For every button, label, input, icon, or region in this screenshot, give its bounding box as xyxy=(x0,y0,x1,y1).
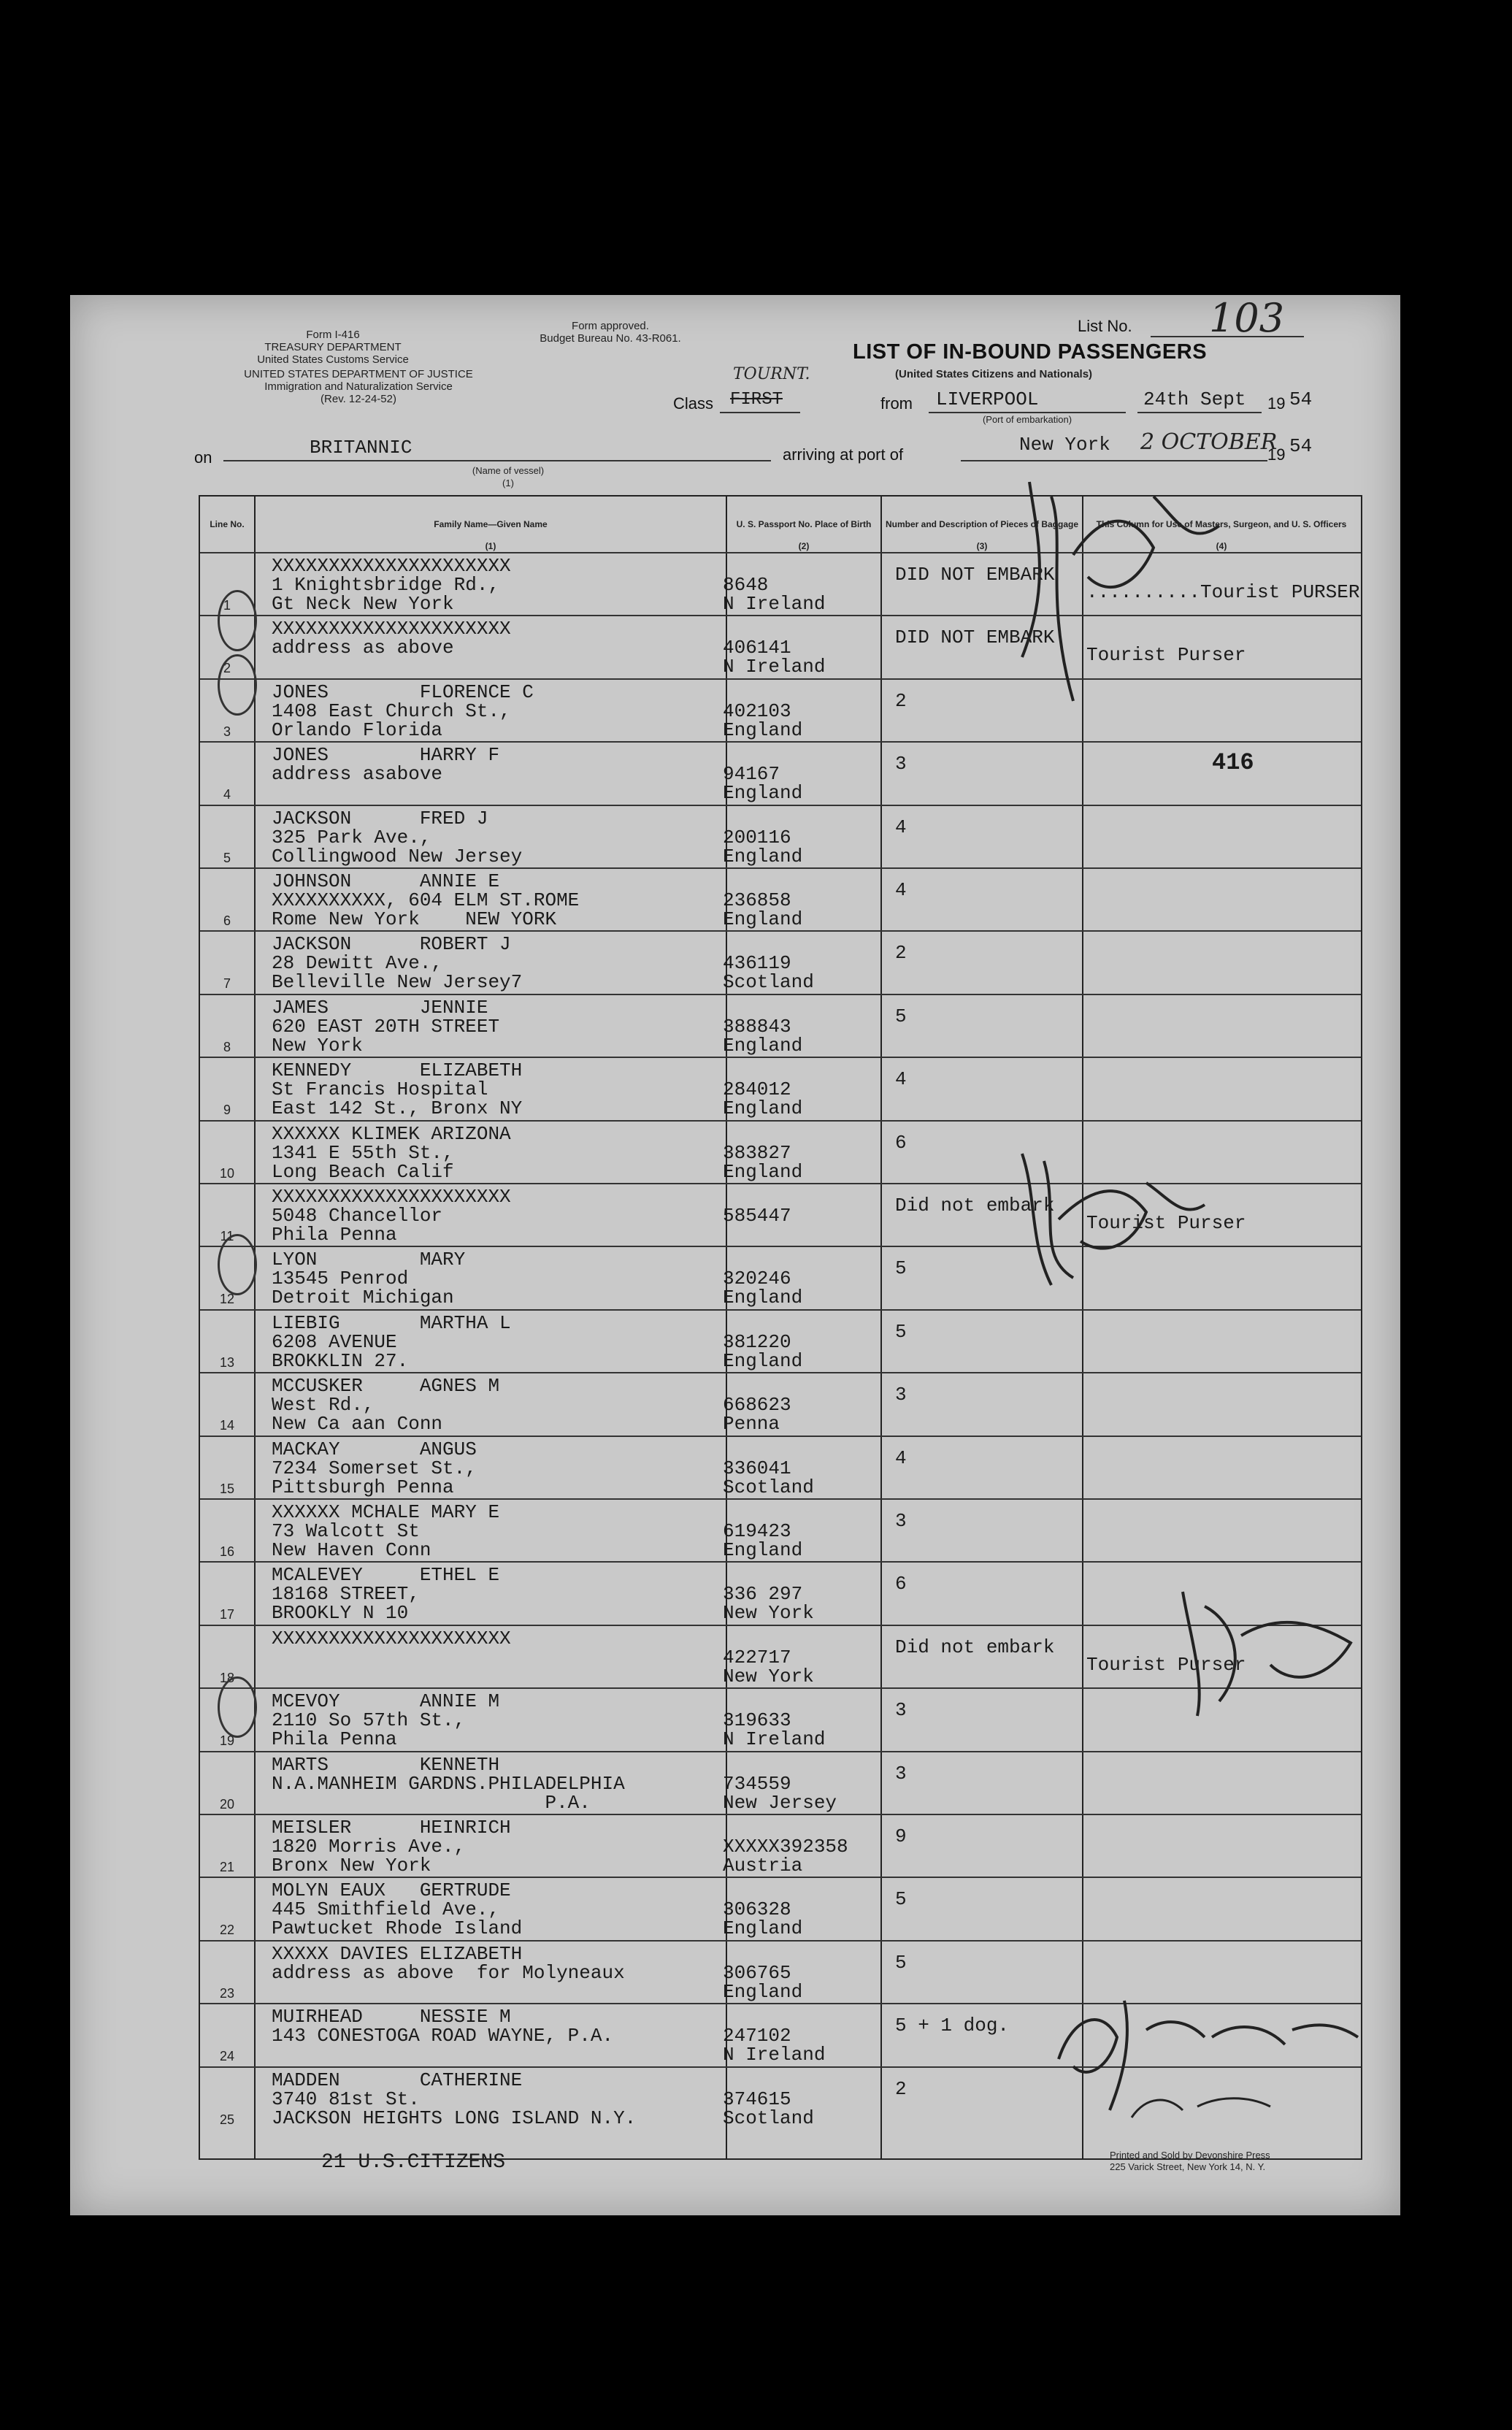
passport-number: 336 297 xyxy=(723,1583,803,1606)
place-of-birth: England xyxy=(723,1539,803,1561)
line-number: 12 xyxy=(219,1292,235,1307)
baggage-count: 5 xyxy=(895,1951,907,1974)
place-of-birth: England xyxy=(723,1034,803,1057)
place-of-birth: Scotland xyxy=(723,1476,814,1498)
address-line-1: 445 Smithfield Ave., xyxy=(272,1898,500,1921)
header-num-2: (2) xyxy=(798,541,810,551)
baggage-count: 4 xyxy=(895,879,907,901)
arrival-date: 2 OCTOBER xyxy=(1140,429,1278,455)
passenger-name: MEISLER HEINRICH xyxy=(272,1817,511,1839)
page-subtitle: (United States Citizens and Nationals) xyxy=(895,368,1093,380)
baggage-count: DID NOT EMBARK xyxy=(895,564,1055,586)
passenger-name: JONES FLORENCE C xyxy=(272,681,534,703)
passport-number: 306765 xyxy=(723,1961,791,1984)
line-number: 9 xyxy=(223,1103,231,1118)
table-row xyxy=(200,930,1361,994)
place-of-birth: New York xyxy=(723,1602,814,1625)
passenger-name: MUIRHEAD NESSIE M xyxy=(272,2006,511,2028)
baggage-count: Did not embark xyxy=(895,1195,1055,1216)
handwritten-circle xyxy=(218,1234,257,1295)
line-number: 16 xyxy=(219,1544,235,1559)
baggage-count: 4 xyxy=(895,816,907,838)
passenger-name: LIEBIG MARTHA L xyxy=(272,1311,511,1334)
passport-number: 336041 xyxy=(723,1457,791,1479)
passport-number: 284012 xyxy=(723,1078,791,1101)
passport-number: 320246 xyxy=(723,1268,791,1290)
class-label: Class xyxy=(673,394,714,413)
printer-line-2: 225 Varick Street, New York 14, N. Y. xyxy=(1110,2161,1266,2172)
address-line-2: Phila Penna xyxy=(272,1224,397,1246)
table-row xyxy=(200,1057,1361,1121)
passenger-name: XXXXXXXXXXXXXXXXXXXXX xyxy=(272,618,511,640)
arrival-year: 54 xyxy=(1289,435,1313,457)
handwritten-circle xyxy=(218,654,257,716)
vessel-caption xyxy=(450,464,567,489)
address-line-1: West Rd., xyxy=(272,1394,375,1417)
line-number: 5 xyxy=(223,850,231,865)
address-line-2: JACKSON HEIGHTS LONG ISLAND N.Y. xyxy=(272,2107,637,2129)
baggage-count: 9 xyxy=(895,1825,907,1847)
class-underline xyxy=(720,412,800,413)
header-officers: This Column for Use of Masters, Surgeon, and U. S. Officers xyxy=(1096,519,1347,529)
passport-number: 200116 xyxy=(723,826,791,848)
budget-bureau: Budget Bureau No. 43-R061. xyxy=(540,332,681,345)
address-line-2: Phila Penna xyxy=(272,1728,397,1751)
address-line-1: address as above xyxy=(272,637,454,659)
arriving-label: arriving at port of xyxy=(783,445,904,464)
passenger-name: MACKAY ANGUS xyxy=(272,1438,477,1460)
baggage-count: 5 xyxy=(895,1005,907,1027)
from-label: from xyxy=(880,394,913,413)
handwritten-circle xyxy=(218,1676,257,1738)
address-line-2: New Haven Conn xyxy=(272,1539,431,1561)
year-prefix: 19 xyxy=(1267,394,1286,413)
printer-line-1: Printed and Sold by Devonshire Press xyxy=(1110,2150,1270,2161)
passport-number: 306328 xyxy=(723,1898,791,1921)
place-of-birth: N Ireland xyxy=(723,593,826,615)
place-of-birth: Scotland xyxy=(723,971,814,994)
side-note: 416 xyxy=(1212,749,1254,776)
doj-label: UNITED STATES DEPARTMENT OF JUSTICE xyxy=(244,368,473,380)
baggage-count: 3 xyxy=(895,1762,907,1785)
address-line-2: Pittsburgh Penna xyxy=(272,1476,454,1498)
passport-number: 585447 xyxy=(723,1205,791,1227)
passenger-name: MARTS KENNETH xyxy=(272,1753,500,1776)
line-number: 18 xyxy=(219,1670,235,1685)
address-line-1: XXXXXXXXXX, 604 ELM ST.ROME xyxy=(272,889,580,911)
table-row xyxy=(200,1372,1361,1436)
passport-number: 319633 xyxy=(723,1709,791,1732)
line-number: 24 xyxy=(219,2049,235,2064)
address-line-1: address asabove xyxy=(272,763,443,786)
passenger-name: MCEVOY ANNIE M xyxy=(272,1690,500,1713)
passenger-name: XXXXXX KLIMEK ARIZONA xyxy=(272,1122,511,1145)
passenger-name: JAMES JENNIE xyxy=(272,996,488,1019)
line-number: 22 xyxy=(219,1923,235,1938)
baggage-count: 6 xyxy=(895,1131,907,1154)
passport-number: 402103 xyxy=(723,700,791,722)
form-approved: Form approved. xyxy=(572,320,649,332)
line-number: 6 xyxy=(223,913,231,928)
baggage-count: 6 xyxy=(895,1573,907,1595)
vessel-name: BRITANNIC xyxy=(310,437,412,459)
baggage-count: 5 xyxy=(895,1888,907,1911)
passport-number: 381220 xyxy=(723,1330,791,1353)
passenger-name: JACKSON FRED J xyxy=(272,807,488,829)
customs-service: United States Customs Service xyxy=(257,353,409,366)
passport-number: 668623 xyxy=(723,1394,791,1417)
header-passport: U. S. Passport No. Place of Birth xyxy=(736,519,872,529)
place-of-birth: Penna xyxy=(723,1413,780,1436)
date-underline xyxy=(1137,412,1262,413)
line-number: 17 xyxy=(219,1607,235,1622)
place-of-birth: England xyxy=(723,845,803,867)
line-number: 4 xyxy=(223,787,231,802)
address-line-2: BROKKLIN 27. xyxy=(272,1349,409,1372)
baggage-count: 4 xyxy=(895,1446,907,1469)
address-line-1: 28 Dewitt Ave., xyxy=(272,952,443,975)
baggage-count: 2 xyxy=(895,942,907,965)
address-line-1: St Francis Hospital xyxy=(272,1078,488,1101)
baggage-count: 3 xyxy=(895,753,907,775)
address-line-1: N.A.MANHEIM GARDNS.PHILADELPHIA xyxy=(272,1772,625,1795)
passport-number: 734559 xyxy=(723,1772,791,1795)
passenger-name: JOHNSON ANNIE E xyxy=(272,870,500,892)
place-of-birth: New York xyxy=(723,1665,814,1687)
address-line-2: Bronx New York xyxy=(272,1855,431,1877)
arrival-underline xyxy=(961,460,1267,461)
officer-note: Tourist Purser xyxy=(1086,1653,1246,1676)
place-of-birth: Scotland xyxy=(723,2107,814,2129)
officer-signature xyxy=(1008,467,1241,716)
officer-signature-3 xyxy=(1154,1577,1373,1730)
address-line-2: Detroit Michigan xyxy=(272,1287,454,1309)
passenger-name: XXXXXXXXXXXXXXXXXXXXX xyxy=(272,555,511,577)
line-number: 10 xyxy=(219,1165,235,1181)
place-of-birth: England xyxy=(723,718,803,741)
passenger-name: MCALEVEY ETHEL E xyxy=(272,1564,500,1587)
passenger-name: XXXXXX MCHALE MARY E xyxy=(272,1501,500,1523)
vessel-caption-num: (1) xyxy=(502,478,514,488)
table-row xyxy=(200,1814,1361,1878)
binder-hole xyxy=(20,342,70,415)
passenger-table xyxy=(199,495,1362,2160)
ins-label: Immigration and Naturalization Service xyxy=(264,380,453,393)
passport-number: 247102 xyxy=(723,2025,791,2047)
place-of-birth: N Ireland xyxy=(723,1728,826,1751)
place-of-birth: England xyxy=(723,1917,803,1940)
header-line-no: Line No. xyxy=(210,519,245,529)
approval-header xyxy=(523,320,698,345)
address-line-1: 1408 East Church St., xyxy=(272,700,511,722)
address-line-1: 2110 So 57th St., xyxy=(272,1709,466,1732)
table-row xyxy=(200,741,1361,805)
baggage-count: Did not embark xyxy=(895,1636,1055,1658)
passport-number: 436119 xyxy=(723,952,791,975)
address-line-1: 13545 Penrod xyxy=(272,1268,409,1290)
baggage-count: 2 xyxy=(895,689,907,712)
passport-number: 422717 xyxy=(723,1646,791,1668)
binder-hole xyxy=(20,1884,70,1957)
table-row xyxy=(200,1309,1361,1373)
passport-number: 383827 xyxy=(723,1141,791,1164)
handwritten-circle xyxy=(218,590,257,651)
passenger-name: MADDEN CATHERINE xyxy=(272,2069,523,2091)
line-number: 13 xyxy=(219,1354,235,1370)
class-printed: FIRST xyxy=(730,390,783,410)
passport-number: 94167 xyxy=(723,763,780,786)
on-label: on xyxy=(194,448,212,467)
binder-hole xyxy=(20,437,70,510)
address-line-2: Long Beach Calif xyxy=(272,1160,454,1183)
place-of-birth: England xyxy=(723,1287,803,1309)
place-of-birth: England xyxy=(723,1349,803,1372)
address-line-1: 325 Park Ave., xyxy=(272,826,431,848)
address-line-1: 18168 STREET, xyxy=(272,1583,420,1606)
address-line-2: Belleville New Jersey7 xyxy=(272,971,523,994)
address-line-2: BROOKLY N 10 xyxy=(272,1602,409,1625)
address-line-2: P.A. xyxy=(272,1791,591,1814)
address-line-1: 73 Walcott St xyxy=(272,1520,420,1542)
passenger-name: JACKSON ROBERT J xyxy=(272,933,511,956)
citizen-count: 21 U.S.CITIZENS xyxy=(321,2151,506,2174)
passport-number: XXXXX392358 xyxy=(723,1836,848,1858)
table-row xyxy=(200,994,1361,1058)
revision-label: (Rev. 12-24-52) xyxy=(321,393,396,405)
baggage-count: DID NOT EMBARK xyxy=(895,626,1055,649)
line-number: 1 xyxy=(223,598,231,613)
line-number: 8 xyxy=(223,1039,231,1054)
line-number: 7 xyxy=(223,976,231,992)
table-row xyxy=(200,1877,1361,1941)
place-of-birth: England xyxy=(723,782,803,805)
vessel-caption-text: (Name of vessel) xyxy=(472,465,545,476)
handwritten-initials xyxy=(1044,1971,1365,2132)
address-line-2: East 142 St., Bronx NY xyxy=(272,1097,523,1120)
address-line-2: New Ca aan Conn xyxy=(272,1413,443,1436)
place-of-birth: N Ireland xyxy=(723,656,826,678)
line-number: 23 xyxy=(219,1985,235,2001)
address-line-2: New York xyxy=(272,1034,363,1057)
line-number: 3 xyxy=(223,724,231,739)
header-num-3: (3) xyxy=(976,541,988,551)
place-of-birth: England xyxy=(723,1980,803,2003)
binder-hole xyxy=(20,1983,70,2056)
address-line-1: 5048 Chancellor xyxy=(272,1205,443,1227)
officer-note: ..........Tourist PURSER xyxy=(1086,581,1360,603)
address-line-1: 620 EAST 20TH STREET xyxy=(272,1015,500,1038)
passenger-name: MCCUSKER AGNES M xyxy=(272,1375,500,1398)
line-number: 11 xyxy=(220,1229,234,1243)
line-number: 2 xyxy=(223,661,231,676)
line-number: 19 xyxy=(219,1733,235,1749)
address-line-1: address as above for Molyneaux xyxy=(272,1961,625,1984)
place-of-birth: N Ireland xyxy=(723,2044,826,2066)
line-number: 15 xyxy=(219,1481,235,1496)
place-of-birth: New Jersey xyxy=(723,1791,837,1814)
address-line-1: 1341 E 55th St., xyxy=(272,1141,454,1164)
vessel-underline xyxy=(223,460,771,461)
officer-note: Tourist Purser xyxy=(1086,1212,1246,1234)
address-line-2: Orlando Florida xyxy=(272,718,443,741)
header-num-4: (4) xyxy=(1216,541,1227,551)
address-line-1: 7234 Somerset St., xyxy=(272,1457,477,1479)
line-number: 14 xyxy=(219,1418,235,1433)
passport-number: 8648 xyxy=(723,574,769,596)
header-name: Family Name—Given Name xyxy=(434,519,548,529)
class-handwritten: TOURNT. xyxy=(733,365,810,383)
passport-number: 406141 xyxy=(723,637,791,659)
line-number: 21 xyxy=(219,1860,235,1874)
list-number: 103 xyxy=(1209,295,1285,341)
place-of-birth: England xyxy=(723,1097,803,1120)
address-line-1: 143 CONESTOGA ROAD WAYNE, P.A. xyxy=(272,2025,614,2047)
address-line-1: 3740 81st St. xyxy=(272,2088,420,2110)
address-line-1: 1820 Morris Ave., xyxy=(272,1836,466,1858)
address-line-2: Collingwood New Jersey xyxy=(272,845,523,867)
baggage-count: 3 xyxy=(895,1510,907,1532)
header-baggage: Number and Description of Pieces of Baggage xyxy=(885,519,1079,529)
baggage-count: 5 xyxy=(895,1320,907,1343)
address-line-1: 1 Knightsbridge Rd., xyxy=(272,574,500,596)
officer-signature-2 xyxy=(1008,1139,1212,1292)
passport-number: 374615 xyxy=(723,2088,791,2110)
place-of-birth: Austria xyxy=(723,1855,803,1877)
officer-note: Tourist Purser xyxy=(1086,644,1246,667)
binder-hole xyxy=(20,1482,70,1555)
passport-number: 236858 xyxy=(723,889,791,911)
address-line-2: Rome New York NEW YORK xyxy=(272,908,557,930)
arrival-year-prefix: 19 xyxy=(1267,445,1286,464)
page-title: LIST OF IN-BOUND PASSENGERS xyxy=(853,340,1208,364)
baggage-count: 4 xyxy=(895,1068,907,1091)
form-header xyxy=(187,329,479,366)
place-of-birth: England xyxy=(723,1160,803,1183)
embark-year: 54 xyxy=(1289,388,1313,410)
arrival-port: New York xyxy=(1019,434,1110,456)
address-line-2: Pawtucket Rhode Island xyxy=(272,1917,523,1940)
baggage-count: 5 xyxy=(895,1257,907,1280)
address-line-2: Gt Neck New York xyxy=(272,593,454,615)
table-row xyxy=(200,1751,1361,1815)
passenger-name: MOLYN EAUX GERTRUDE xyxy=(272,1879,511,1902)
address-line-1: 6208 AVENUE xyxy=(272,1330,397,1353)
port-of-embarkation: LIVERPOOL xyxy=(936,388,1039,410)
embark-date: 24th Sept xyxy=(1143,388,1246,410)
place-of-birth: England xyxy=(723,908,803,930)
passenger-name: XXXXXXXXXXXXXXXXXXXXX xyxy=(272,1186,511,1208)
baggage-count: 2 xyxy=(895,2077,907,2100)
table-row xyxy=(200,1436,1361,1500)
department: TREASURY DEPARTMENT xyxy=(264,341,402,353)
passport-number: 619423 xyxy=(723,1520,791,1542)
baggage-count: 3 xyxy=(895,1384,907,1406)
baggage-count: 3 xyxy=(895,1699,907,1722)
passenger-name: XXXXXXXXXXXXXXXXXXXXX xyxy=(272,1627,511,1649)
table-row xyxy=(200,805,1361,869)
list-no-label: List No. xyxy=(1078,317,1132,335)
baggage-count: 5 + 1 dog. xyxy=(895,2015,1010,2037)
table-row xyxy=(200,867,1361,932)
table-row xyxy=(200,1498,1361,1563)
header-num-1: (1) xyxy=(485,541,496,551)
passenger-name: LYON MARY xyxy=(272,1249,466,1271)
passenger-name: JONES HARRY F xyxy=(272,744,500,767)
doj-header xyxy=(187,368,530,405)
passenger-name: KENNEDY ELIZABETH xyxy=(272,1059,523,1082)
form-number: Form I-416 xyxy=(306,329,360,341)
passport-number: 388843 xyxy=(723,1015,791,1038)
line-number: 25 xyxy=(219,2112,235,2127)
passenger-name: XXXXX DAVIES ELIZABETH xyxy=(272,1942,523,1965)
port-caption: (Port of embarkation) xyxy=(982,414,1072,425)
line-number: 20 xyxy=(219,1796,235,1812)
